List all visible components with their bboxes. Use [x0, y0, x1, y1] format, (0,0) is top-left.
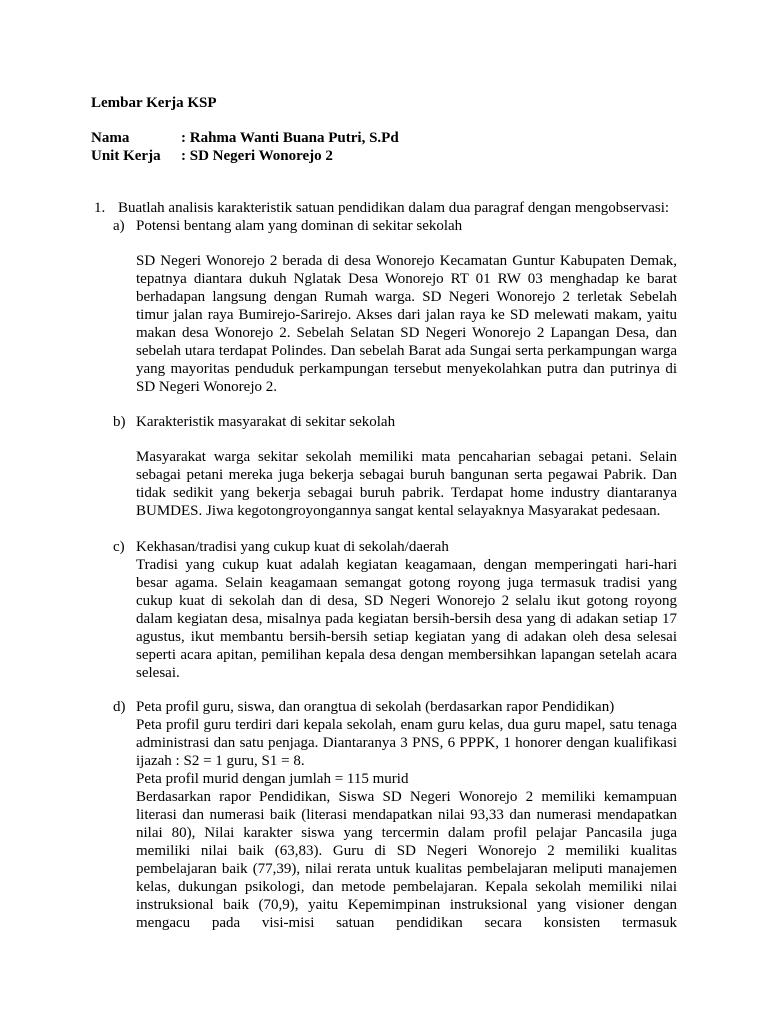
subitem-b-paragraph	[136, 448, 677, 520]
document-title: Lembar Kerja KSP	[91, 95, 217, 111]
subitem-d-heading: Peta profil guru, siswa, dan orangtua di sekolah (berdasarkan rapor Pendidikan)	[136, 699, 615, 715]
student-profile-text: Peta profil murid dengan jumlah = 115 murid	[136, 771, 409, 787]
paragraph-text: Tradisi yang cukup kuat adalah kegiatan keagamaan, dengan memperingati hari-hari besar agama. Selain keagamaan semangat gotong royong juga termasuk tradisi yang cukup kuat di sekolah dan di desa, SD Negeri Wonorejo 2 selalu ikut gotong royong dalam kegiatan desa, misalnya pada kegiatan bersih-bersih desa yang di adakan setiap 17 agustus, ikut membantu bersih-bersih setiap kegiatan yang di adakan oleh desa selesai seperti acara apitan, pemilihan kepala desa dengan membersihkan lapangan setelah acara selesai.	[136, 557, 677, 681]
subitem-a-heading: Potensi bentang alam yang dominan di sekitar sekolah	[136, 218, 463, 234]
subitem-d-letter: d)	[113, 699, 126, 715]
nama-label: Nama	[91, 130, 130, 146]
subitem-a-letter: a)	[113, 218, 125, 234]
paragraph-text: SD Negeri Wonorejo 2 berada di desa Wonorejo Kecamatan Guntur Kabupaten Demak, tepatnya diantara dukuh Nglatak Desa Wonorejo RT 01 RW 03 menghadap ke barat berhadapan langsung dengan Rumah warga. SD Negeri Wonorejo 2 terletak Sebelah timur jalan raya Bumirejo-Sarirejo. Akses dari jalan raya ke SD melewati makam, yaitu makan desa Wonorejo 2. Sebelah Selatan SD Negeri Wonorejo 2 Lapangan Desa, dan sebelah utara terdapat Polindes. Dan sebelah Barat ada Sungai serta perkampungan warga yang mayoritas penduduk perkampungan tersebut menyekolahkan putra dan putrinya di SD Negeri Wonorejo 2.	[136, 253, 677, 395]
subitem-d-content	[136, 716, 677, 932]
subitem-b-heading: Karakteristik masyarakat di sekitar sekolah	[136, 414, 396, 430]
subitem-c-heading: Kekhasan/tradisi yang cukup kuat di sekolah/daerah	[136, 539, 449, 555]
subitem-c-letter: c)	[113, 539, 125, 555]
unit-kerja-value: : SD Negeri Wonorejo 2	[181, 148, 333, 164]
paragraph-text: Masyarakat warga sekitar sekolah memiliki mata pencaharian sebagai petani. Selain sebagai petani mereka juga bekerja sebagai buruh bangunan serta pegawai Pabrik. Dan tidak sedikit yang bekerja sebagai buruh pabrik. Terdapat home industry diantaranya BUMDES. Jiwa kegotongroyongannya sangat kental selayaknya Masyarakat pedesaan.	[136, 449, 677, 519]
subitem-b-letter: b)	[113, 414, 126, 430]
report-card-text: Berdasarkan rapor Pendidikan, Siswa SD Negeri Wonorejo 2 memiliki kemampuan literasi dan numerasi baik (literasi mendapatkan nilai 93,33 dan numerasi mendapatkan nilai 80), Nilai karakter siswa yang tercermin dalam profil pelajar Pancasila juga memiliki nilai baik (63,83). Guru di SD Negeri Wonorejo 2 memiliki kualitas pembelajaran baik (77,39), nilai rerata untuk kualitas pembelajaran meliputi manajemen kelas, dukungan psikologi, dan metode pembelajaran. Kepala sekolah memiliki nilai instruksional baik (70,9), yaitu Kepemimpinan instruksional yang visioner dengan mengacu pada visi-misi satuan pendidikan secara konsisten termasuk	[136, 789, 677, 931]
subitem-c-paragraph	[136, 556, 677, 682]
subitem-a-paragraph	[136, 252, 677, 396]
teacher-profile-text: Peta profil guru terdiri dari kepala sekolah, enam guru kelas, dua guru mapel, satu tenaga administrasi dan satu penjaga. Diantaranya 3 PNS, 6 PPPK, 1 honorer dengan kualifikasi ijazah : S2 = 1 guru, S1 = 8.	[136, 717, 677, 769]
item-number: 1.	[94, 200, 106, 216]
item-instruction: Buatlah analisis karakteristik satuan pendidikan dalam dua paragraf dengan mengobservasi:	[118, 200, 670, 216]
nama-value: : Rahma Wanti Buana Putri, S.Pd	[181, 130, 399, 146]
unit-kerja-label: Unit Kerja	[91, 148, 161, 164]
